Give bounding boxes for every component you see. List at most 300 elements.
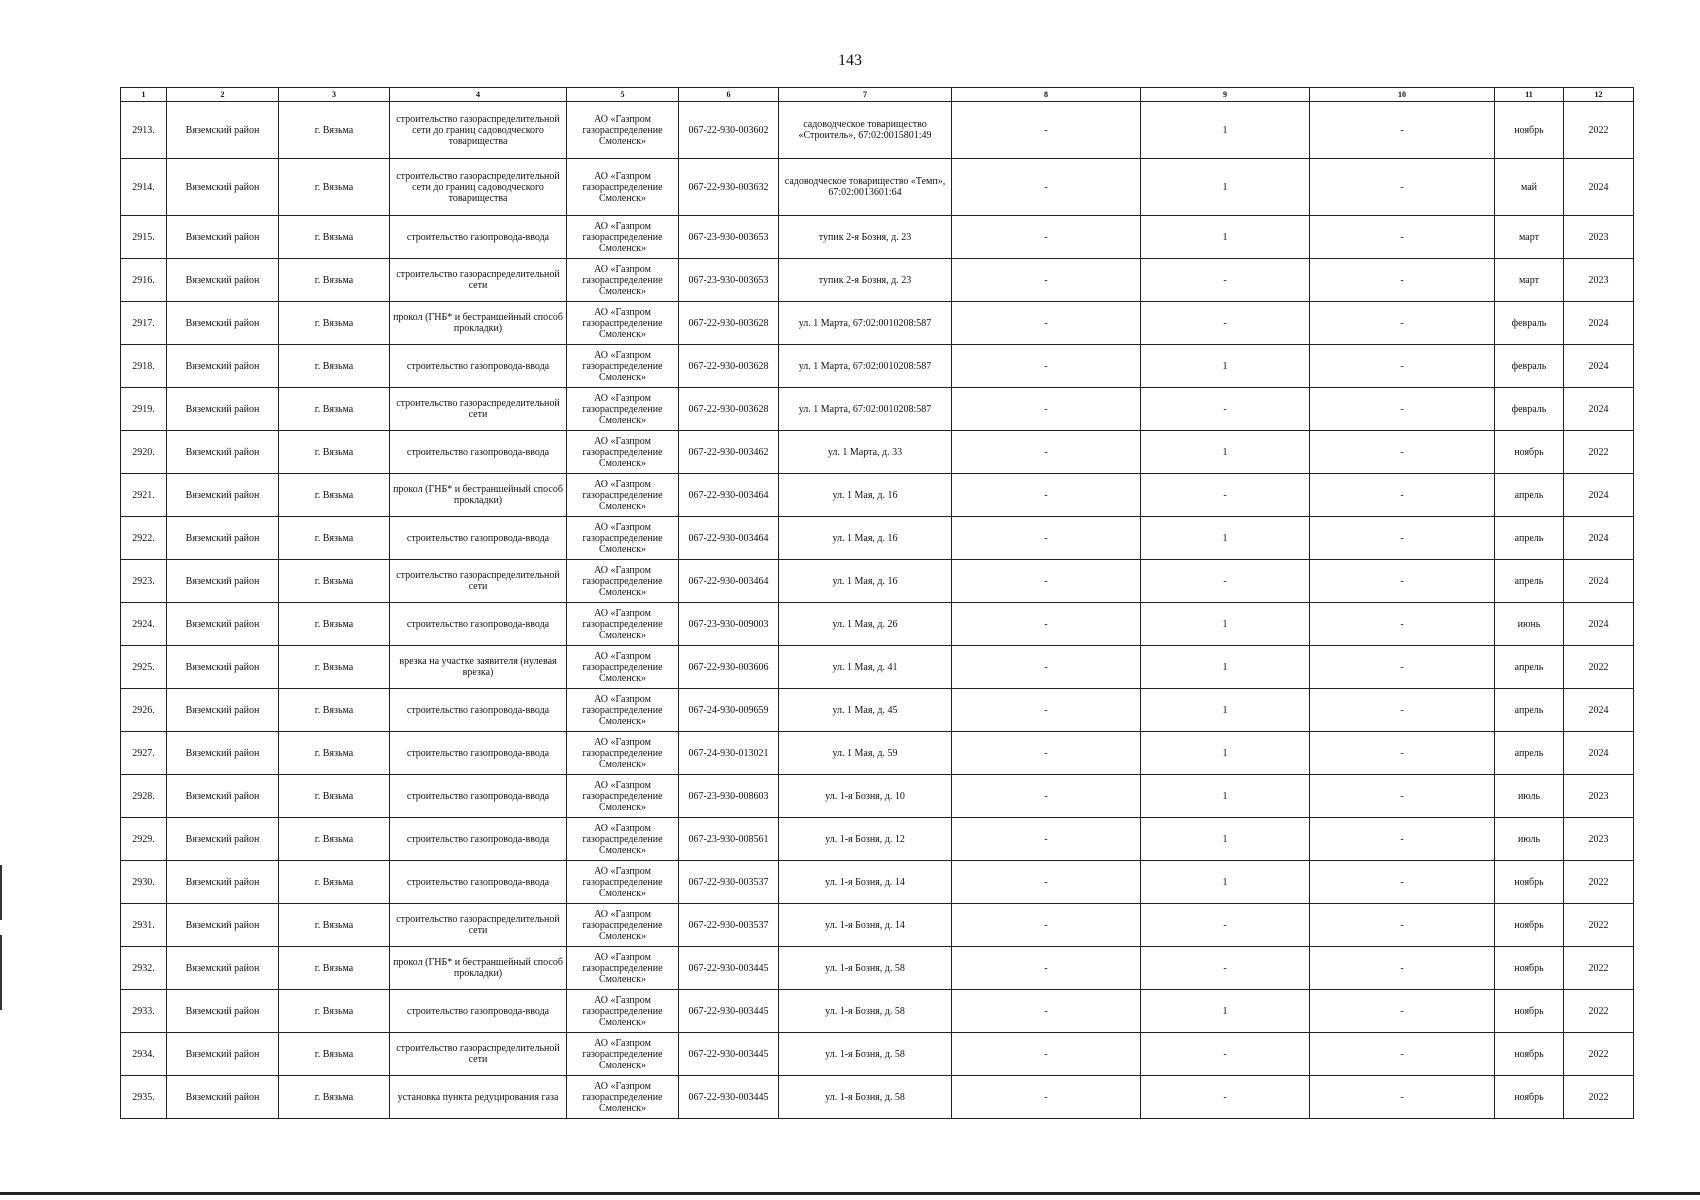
address-cell: ул. 1 Мая, д. 59 [779, 732, 952, 775]
organization-cell: АО «Газпром газораспределение Смоленск» [567, 689, 679, 732]
col9-cell: 1 [1141, 732, 1310, 775]
month-cell: апрель [1495, 560, 1564, 603]
col8-cell: - [952, 216, 1141, 259]
district-cell: Вяземский район [167, 904, 279, 947]
city-cell: г. Вязьма [279, 216, 390, 259]
col10-cell: - [1310, 560, 1495, 603]
col10-cell: - [1310, 345, 1495, 388]
code-cell: 067-23-930-003653 [679, 259, 779, 302]
year-cell: 2022 [1564, 431, 1634, 474]
row-number: 2935. [121, 1076, 167, 1119]
col9-cell: 1 [1141, 603, 1310, 646]
row-number: 2921. [121, 474, 167, 517]
table-row [121, 1076, 1634, 1119]
col10-cell: - [1310, 818, 1495, 861]
code-cell: 067-22-930-003464 [679, 560, 779, 603]
work-type-cell: строительство газопровода-ввода [390, 990, 567, 1033]
code-cell: 067-22-930-003445 [679, 1076, 779, 1119]
table-row [121, 302, 1634, 345]
col8-cell: - [952, 603, 1141, 646]
district-cell: Вяземский район [167, 1033, 279, 1076]
month-cell: февраль [1495, 302, 1564, 345]
month-cell: ноябрь [1495, 861, 1564, 904]
work-type-cell: прокол (ГНБ* и бестраншейный способ прокладки) [390, 474, 567, 517]
table-row [121, 646, 1634, 689]
table-row [121, 216, 1634, 259]
table-row [121, 388, 1634, 431]
col9-cell: 1 [1141, 102, 1310, 159]
col9-cell: - [1141, 947, 1310, 990]
code-cell: 067-23-930-003653 [679, 216, 779, 259]
year-cell: 2022 [1564, 102, 1634, 159]
col9-cell: - [1141, 259, 1310, 302]
work-type-cell: строительство газораспределительной сети до границ садоводческого товарищества [390, 102, 567, 159]
bottom-rule [0, 1192, 1700, 1195]
district-cell: Вяземский район [167, 775, 279, 818]
col9-cell: - [1141, 302, 1310, 345]
col10-cell: - [1310, 388, 1495, 431]
col8-cell: - [952, 818, 1141, 861]
city-cell: г. Вязьма [279, 1033, 390, 1076]
city-cell: г. Вязьма [279, 159, 390, 216]
work-type-cell: строительство газораспределительной сети до границ садоводческого товарищества [390, 159, 567, 216]
work-type-cell: строительство газопровода-ввода [390, 216, 567, 259]
col8-cell: - [952, 1033, 1141, 1076]
code-cell: 067-22-930-003628 [679, 302, 779, 345]
row-number: 2934. [121, 1033, 167, 1076]
col8-cell: - [952, 259, 1141, 302]
year-cell: 2024 [1564, 474, 1634, 517]
table-row [121, 560, 1634, 603]
organization-cell: АО «Газпром газораспределение Смоленск» [567, 259, 679, 302]
address-cell: ул. 1-я Бозня, д. 12 [779, 818, 952, 861]
address-cell: ул. 1 Марта, 67:02:0010208:587 [779, 302, 952, 345]
col9-cell: 1 [1141, 431, 1310, 474]
address-cell: тупик 2-я Бозня, д. 23 [779, 216, 952, 259]
organization-cell: АО «Газпром газораспределение Смоленск» [567, 216, 679, 259]
work-type-cell: строительство газопровода-ввода [390, 732, 567, 775]
district-cell: Вяземский район [167, 517, 279, 560]
col10-cell: - [1310, 474, 1495, 517]
city-cell: г. Вязьма [279, 947, 390, 990]
col8-cell: - [952, 431, 1141, 474]
table-row [121, 818, 1634, 861]
code-cell: 067-23-930-009003 [679, 603, 779, 646]
month-cell: апрель [1495, 517, 1564, 560]
table-row [121, 732, 1634, 775]
address-cell: ул. 1-я Бозня, д. 58 [779, 1033, 952, 1076]
row-number: 2932. [121, 947, 167, 990]
column-number: 7 [779, 88, 952, 102]
col10-cell: - [1310, 259, 1495, 302]
table-row [121, 861, 1634, 904]
district-cell: Вяземский район [167, 102, 279, 159]
col9-cell: 1 [1141, 646, 1310, 689]
month-cell: ноябрь [1495, 947, 1564, 990]
year-cell: 2024 [1564, 560, 1634, 603]
work-type-cell: строительство газопровода-ввода [390, 345, 567, 388]
district-cell: Вяземский район [167, 646, 279, 689]
table-body [121, 102, 1634, 1119]
work-type-cell: строительство газопровода-ввода [390, 603, 567, 646]
code-cell: 067-23-930-008603 [679, 775, 779, 818]
month-cell: ноябрь [1495, 904, 1564, 947]
row-number: 2930. [121, 861, 167, 904]
month-cell: июнь [1495, 603, 1564, 646]
col10-cell: - [1310, 732, 1495, 775]
year-cell: 2022 [1564, 904, 1634, 947]
code-cell: 067-22-930-003462 [679, 431, 779, 474]
year-cell: 2024 [1564, 517, 1634, 560]
city-cell: г. Вязьма [279, 689, 390, 732]
row-number: 2913. [121, 102, 167, 159]
code-cell: 067-22-930-003445 [679, 990, 779, 1033]
year-cell: 2024 [1564, 689, 1634, 732]
table-row [121, 1033, 1634, 1076]
city-cell: г. Вязьма [279, 345, 390, 388]
month-cell: ноябрь [1495, 1076, 1564, 1119]
district-cell: Вяземский район [167, 603, 279, 646]
col10-cell: - [1310, 216, 1495, 259]
col8-cell: - [952, 345, 1141, 388]
col9-cell: - [1141, 1076, 1310, 1119]
col10-cell: - [1310, 302, 1495, 345]
city-cell: г. Вязьма [279, 1076, 390, 1119]
month-cell: май [1495, 159, 1564, 216]
district-cell: Вяземский район [167, 861, 279, 904]
col9-cell: 1 [1141, 216, 1310, 259]
col9-cell: 1 [1141, 990, 1310, 1033]
year-cell: 2022 [1564, 646, 1634, 689]
organization-cell: АО «Газпром газораспределение Смоленск» [567, 603, 679, 646]
col8-cell: - [952, 1076, 1141, 1119]
organization-cell: АО «Газпром газораспределение Смоленск» [567, 646, 679, 689]
address-cell: ул. 1-я Бозня, д. 58 [779, 990, 952, 1033]
col9-cell: - [1141, 474, 1310, 517]
year-cell: 2022 [1564, 861, 1634, 904]
month-cell: апрель [1495, 646, 1564, 689]
district-cell: Вяземский район [167, 990, 279, 1033]
col10-cell: - [1310, 646, 1495, 689]
table-row [121, 603, 1634, 646]
year-cell: 2023 [1564, 259, 1634, 302]
district-cell: Вяземский район [167, 560, 279, 603]
work-type-cell: строительство газопровода-ввода [390, 818, 567, 861]
month-cell: июль [1495, 775, 1564, 818]
district-cell: Вяземский район [167, 302, 279, 345]
year-cell: 2024 [1564, 159, 1634, 216]
col8-cell: - [952, 517, 1141, 560]
col8-cell: - [952, 861, 1141, 904]
column-number: 3 [279, 88, 390, 102]
column-number: 6 [679, 88, 779, 102]
month-cell: март [1495, 216, 1564, 259]
address-cell: ул. 1-я Бозня, д. 14 [779, 904, 952, 947]
row-number: 2927. [121, 732, 167, 775]
organization-cell: АО «Газпром газораспределение Смоленск» [567, 904, 679, 947]
code-cell: 067-22-930-003445 [679, 947, 779, 990]
month-cell: февраль [1495, 345, 1564, 388]
column-number: 4 [390, 88, 567, 102]
row-number: 2914. [121, 159, 167, 216]
district-cell: Вяземский район [167, 1076, 279, 1119]
column-number: 11 [1495, 88, 1564, 102]
col10-cell: - [1310, 990, 1495, 1033]
district-cell: Вяземский район [167, 947, 279, 990]
code-cell: 067-22-930-003537 [679, 861, 779, 904]
row-number: 2919. [121, 388, 167, 431]
district-cell: Вяземский район [167, 345, 279, 388]
month-cell: ноябрь [1495, 102, 1564, 159]
col8-cell: - [952, 904, 1141, 947]
organization-cell: АО «Газпром газораспределение Смоленск» [567, 560, 679, 603]
col8-cell: - [952, 947, 1141, 990]
col9-cell: 1 [1141, 517, 1310, 560]
col8-cell: - [952, 474, 1141, 517]
row-number: 2924. [121, 603, 167, 646]
col9-cell: - [1141, 388, 1310, 431]
month-cell: апрель [1495, 732, 1564, 775]
col8-cell: - [952, 388, 1141, 431]
row-number: 2920. [121, 431, 167, 474]
year-cell: 2024 [1564, 388, 1634, 431]
year-cell: 2023 [1564, 775, 1634, 818]
address-cell: ул. 1 Мая, д. 26 [779, 603, 952, 646]
year-cell: 2022 [1564, 947, 1634, 990]
address-cell: ул. 1 Марта, д. 33 [779, 431, 952, 474]
col8-cell: - [952, 560, 1141, 603]
month-cell: ноябрь [1495, 1033, 1564, 1076]
table-row [121, 345, 1634, 388]
address-cell: ул. 1 Мая, д. 41 [779, 646, 952, 689]
col10-cell: - [1310, 1033, 1495, 1076]
row-number: 2918. [121, 345, 167, 388]
city-cell: г. Вязьма [279, 818, 390, 861]
code-cell: 067-22-930-003445 [679, 1033, 779, 1076]
district-cell: Вяземский район [167, 732, 279, 775]
organization-cell: АО «Газпром газораспределение Смоленск» [567, 517, 679, 560]
col10-cell: - [1310, 861, 1495, 904]
year-cell: 2024 [1564, 345, 1634, 388]
month-cell: февраль [1495, 388, 1564, 431]
organization-cell: АО «Газпром газораспределение Смоленск» [567, 775, 679, 818]
col8-cell: - [952, 732, 1141, 775]
work-type-cell: строительство газораспределительной сети [390, 904, 567, 947]
col10-cell: - [1310, 159, 1495, 216]
table-row [121, 431, 1634, 474]
row-number: 2916. [121, 259, 167, 302]
address-cell: тупик 2-я Бозня, д. 23 [779, 259, 952, 302]
address-cell: ул. 1-я Бозня, д. 14 [779, 861, 952, 904]
city-cell: г. Вязьма [279, 775, 390, 818]
col9-cell: - [1141, 904, 1310, 947]
col10-cell: - [1310, 904, 1495, 947]
city-cell: г. Вязьма [279, 259, 390, 302]
work-type-cell: строительство газопровода-ввода [390, 431, 567, 474]
city-cell: г. Вязьма [279, 517, 390, 560]
col10-cell: - [1310, 603, 1495, 646]
city-cell: г. Вязьма [279, 861, 390, 904]
work-type-cell: строительство газораспределительной сети [390, 388, 567, 431]
district-cell: Вяземский район [167, 216, 279, 259]
month-cell: март [1495, 259, 1564, 302]
organization-cell: АО «Газпром газораспределение Смоленск» [567, 947, 679, 990]
city-cell: г. Вязьма [279, 560, 390, 603]
page-number: 143 [838, 52, 862, 69]
column-number: 12 [1564, 88, 1634, 102]
organization-cell: АО «Газпром газораспределение Смоленск» [567, 431, 679, 474]
registry-table [120, 87, 1634, 1119]
code-cell: 067-22-930-003464 [679, 517, 779, 560]
year-cell: 2024 [1564, 732, 1634, 775]
year-cell: 2022 [1564, 990, 1634, 1033]
year-cell: 2023 [1564, 216, 1634, 259]
work-type-cell: строительство газораспределительной сети [390, 1033, 567, 1076]
city-cell: г. Вязьма [279, 904, 390, 947]
district-cell: Вяземский район [167, 474, 279, 517]
work-type-cell: строительство газопровода-ввода [390, 517, 567, 560]
city-cell: г. Вязьма [279, 474, 390, 517]
work-type-cell: врезка на участке заявителя (нулевая врезка) [390, 646, 567, 689]
code-cell: 067-24-930-009659 [679, 689, 779, 732]
organization-cell: АО «Газпром газораспределение Смоленск» [567, 388, 679, 431]
city-cell: г. Вязьма [279, 732, 390, 775]
work-type-cell: строительство газопровода-ввода [390, 689, 567, 732]
col9-cell: 1 [1141, 861, 1310, 904]
column-number-row [121, 88, 1634, 102]
col9-cell: 1 [1141, 689, 1310, 732]
code-cell: 067-22-930-003606 [679, 646, 779, 689]
district-cell: Вяземский район [167, 388, 279, 431]
organization-cell: АО «Газпром газораспределение Смоленск» [567, 159, 679, 216]
address-cell: ул. 1 Мая, д. 16 [779, 560, 952, 603]
col10-cell: - [1310, 1076, 1495, 1119]
code-cell: 067-22-930-003632 [679, 159, 779, 216]
work-type-cell: строительство газораспределительной сети [390, 259, 567, 302]
code-cell: 067-24-930-013021 [679, 732, 779, 775]
table-row [121, 990, 1634, 1033]
table-row [121, 517, 1634, 560]
row-number: 2928. [121, 775, 167, 818]
code-cell: 067-22-930-003537 [679, 904, 779, 947]
address-cell: ул. 1 Мая, д. 45 [779, 689, 952, 732]
col8-cell: - [952, 302, 1141, 345]
month-cell: июль [1495, 818, 1564, 861]
district-cell: Вяземский район [167, 159, 279, 216]
organization-cell: АО «Газпром газораспределение Смоленск» [567, 474, 679, 517]
row-number: 2915. [121, 216, 167, 259]
work-type-cell: установка пункта редуцирования газа [390, 1076, 567, 1119]
code-cell: 067-22-930-003464 [679, 474, 779, 517]
organization-cell: АО «Газпром газораспределение Смоленск» [567, 861, 679, 904]
address-cell: ул. 1 Марта, 67:02:0010208:587 [779, 388, 952, 431]
organization-cell: АО «Газпром газораспределение Смоленск» [567, 345, 679, 388]
col8-cell: - [952, 990, 1141, 1033]
district-cell: Вяземский район [167, 431, 279, 474]
col8-cell: - [952, 646, 1141, 689]
col8-cell: - [952, 102, 1141, 159]
city-cell: г. Вязьма [279, 431, 390, 474]
col10-cell: - [1310, 431, 1495, 474]
address-cell: ул. 1 Марта, 67:02:0010208:587 [779, 345, 952, 388]
organization-cell: АО «Газпром газораспределение Смоленск» [567, 732, 679, 775]
organization-cell: АО «Газпром газораспределение Смоленск» [567, 990, 679, 1033]
table-row [121, 102, 1634, 159]
address-cell: садоводческое товарищество «Строитель», 67:02:0015801:49 [779, 102, 952, 159]
organization-cell: АО «Газпром газораспределение Смоленск» [567, 1033, 679, 1076]
col9-cell: 1 [1141, 818, 1310, 861]
code-cell: 067-22-930-003628 [679, 345, 779, 388]
table-row [121, 775, 1634, 818]
col10-cell: - [1310, 775, 1495, 818]
year-cell: 2022 [1564, 1076, 1634, 1119]
year-cell: 2024 [1564, 302, 1634, 345]
row-number: 2929. [121, 818, 167, 861]
month-cell: апрель [1495, 474, 1564, 517]
column-number: 9 [1141, 88, 1310, 102]
column-number: 5 [567, 88, 679, 102]
col10-cell: - [1310, 102, 1495, 159]
month-cell: апрель [1495, 689, 1564, 732]
row-number: 2922. [121, 517, 167, 560]
col9-cell: - [1141, 560, 1310, 603]
col10-cell: - [1310, 947, 1495, 990]
work-type-cell: строительство газораспределительной сети [390, 560, 567, 603]
month-cell: ноябрь [1495, 431, 1564, 474]
row-number: 2931. [121, 904, 167, 947]
table-row [121, 474, 1634, 517]
col9-cell: 1 [1141, 775, 1310, 818]
table-row [121, 947, 1634, 990]
work-type-cell: строительство газопровода-ввода [390, 775, 567, 818]
district-cell: Вяземский район [167, 259, 279, 302]
address-cell: ул. 1 Мая, д. 16 [779, 474, 952, 517]
column-number: 2 [167, 88, 279, 102]
year-cell: 2024 [1564, 603, 1634, 646]
row-number: 2933. [121, 990, 167, 1033]
col8-cell: - [952, 775, 1141, 818]
month-cell: ноябрь [1495, 990, 1564, 1033]
margin-mark [0, 865, 2, 920]
work-type-cell: прокол (ГНБ* и бестраншейный способ прокладки) [390, 302, 567, 345]
table-row [121, 904, 1634, 947]
address-cell: ул. 1-я Бозня, д. 10 [779, 775, 952, 818]
col10-cell: - [1310, 689, 1495, 732]
city-cell: г. Вязьма [279, 102, 390, 159]
row-number: 2925. [121, 646, 167, 689]
city-cell: г. Вязьма [279, 646, 390, 689]
col9-cell: - [1141, 1033, 1310, 1076]
organization-cell: АО «Газпром газораспределение Смоленск» [567, 302, 679, 345]
work-type-cell: строительство газопровода-ввода [390, 861, 567, 904]
district-cell: Вяземский район [167, 818, 279, 861]
col9-cell: 1 [1141, 159, 1310, 216]
code-cell: 067-23-930-008561 [679, 818, 779, 861]
row-number: 2926. [121, 689, 167, 732]
city-cell: г. Вязьма [279, 388, 390, 431]
city-cell: г. Вязьма [279, 302, 390, 345]
address-cell: ул. 1-я Бозня, д. 58 [779, 1076, 952, 1119]
col10-cell: - [1310, 517, 1495, 560]
address-cell: ул. 1 Мая, д. 16 [779, 517, 952, 560]
year-cell: 2022 [1564, 1033, 1634, 1076]
district-cell: Вяземский район [167, 689, 279, 732]
row-number: 2923. [121, 560, 167, 603]
column-number: 8 [952, 88, 1141, 102]
code-cell: 067-22-930-003628 [679, 388, 779, 431]
address-cell: садоводческое товарищество «Темп», 67:02:0013601:64 [779, 159, 952, 216]
col8-cell: - [952, 159, 1141, 216]
